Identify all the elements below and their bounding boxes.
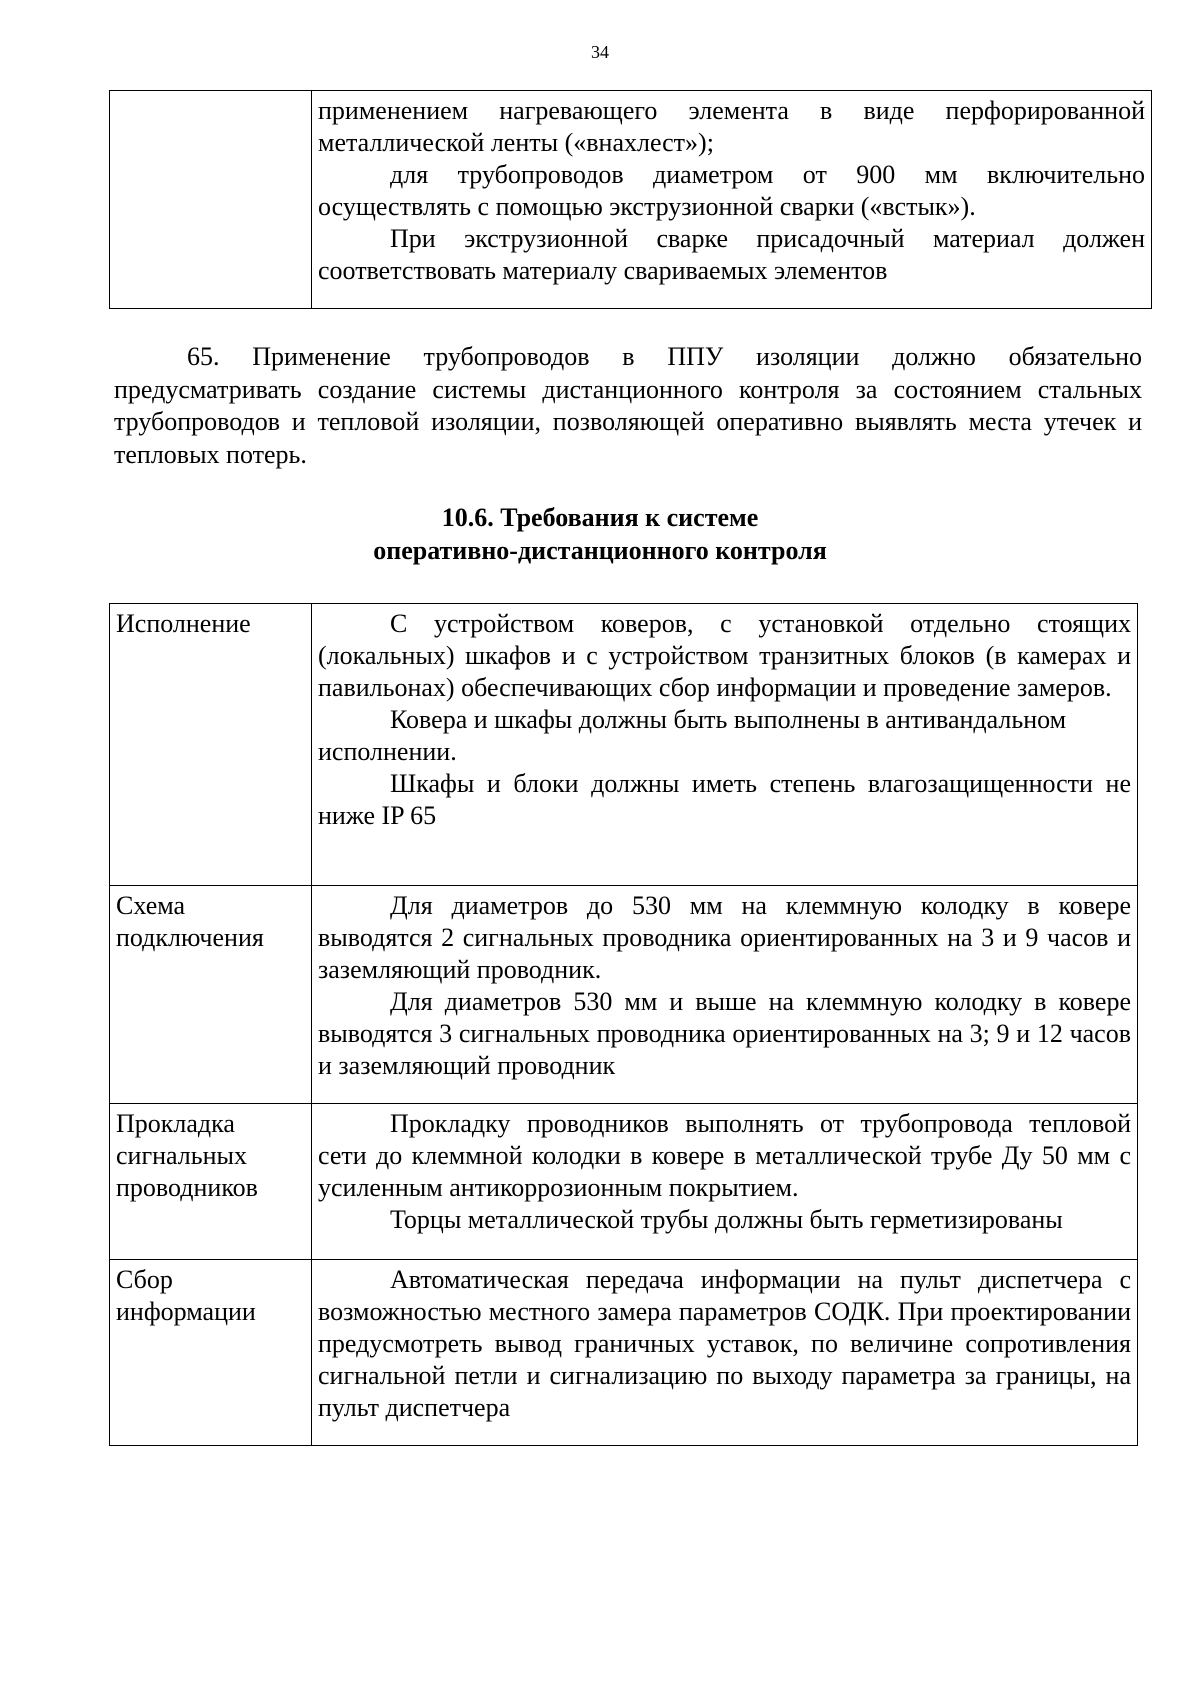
row-label: Прокладка сигнальных проводников xyxy=(110,1104,312,1260)
empty-label-cell xyxy=(110,91,312,309)
requirements-table xyxy=(109,603,1138,1446)
continuation-table xyxy=(109,90,1152,309)
paragraph: Ковера и шкафы должны быть выполнены в антивандальном исполнении. xyxy=(318,705,1067,766)
row-text-cell xyxy=(312,886,1138,1104)
table-row xyxy=(110,91,1152,309)
row-text-cell xyxy=(312,1260,1138,1446)
table-row xyxy=(110,1104,1138,1260)
paragraph: С устройством коверов, с установкой отдельно стоящих (локальных) шкафов и с устройством транзитных блоков (в камерах и павильонах) обеспечивающих сбор информации и проведение замеров. xyxy=(318,609,1131,702)
row-label: Схема подключения xyxy=(110,886,312,1104)
continuation-text-cell xyxy=(312,91,1152,309)
row-text-cell xyxy=(312,1104,1138,1260)
section-heading xyxy=(0,502,1200,567)
paragraph: применением нагревающего элемента в виде перфорированной металлической ленты («внахлест»); xyxy=(318,96,1145,157)
clause-65: 65. Применение трубопроводов в ППУ изоляции должно обязательно предусматривать создание системы дистанционного контроля за состоянием стальных трубопроводов и тепловой изоляции, позволяющей оперативно выявлять места утечек и тепловых потерь. xyxy=(114,342,1142,469)
paragraph: Для диаметров до 530 мм на клеммную колодку в ковере выводятся 2 сигнальных проводника ориентированных на 3 и 9 часов и заземляющий проводник. xyxy=(318,891,1131,984)
paragraph: Прокладку проводников выполнять от трубопровода тепловой сети до клеммной колодки в ковере в металлической трубе Ду 50 мм с усиленным антикоррозионным покрытием. xyxy=(318,1109,1131,1202)
paragraph: для трубопроводов диаметром от 900 мм включительно осуществлять с помощью экструзионной сварки («встык»). xyxy=(318,160,1145,221)
row-label: Исполнение xyxy=(110,604,312,886)
paragraph: Торцы металлической трубы должны быть герметизированы xyxy=(390,1205,1063,1234)
paragraph: Автоматическая передача информации на пульт диспетчера с возможностью местного замера параметров СОДК. При проектировании предусмотреть вывод граничных уставок, по величине сопротивления сигнальной петли и сигнализацию по выходу параметра за границы, на пульт диспетчера xyxy=(318,1265,1131,1422)
section-heading-line-2: оперативно-дистанционного контроля xyxy=(373,535,827,565)
page-number: 34 xyxy=(591,42,609,62)
paragraph: Для диаметров 530 мм и выше на клеммную колодку в ковере выводятся 3 сигнальных проводника ориентированных на 3; 9 и 12 часов и заземляющий проводник xyxy=(318,987,1131,1080)
table-row xyxy=(110,886,1138,1104)
paragraph: При экструзионной сварке присадочный материал должен соответствовать материалу свариваемых элементов xyxy=(318,224,1145,285)
section-heading-line-1: 10.6. Требования к системе xyxy=(441,503,759,532)
row-text-cell xyxy=(312,604,1138,886)
table-row xyxy=(110,1260,1138,1446)
row-label: Сбор информации xyxy=(110,1260,312,1446)
table-row xyxy=(110,604,1138,886)
paragraph: Шкафы и блоки должны иметь степень влагозащищенности не ниже IP 65 xyxy=(318,769,1131,830)
